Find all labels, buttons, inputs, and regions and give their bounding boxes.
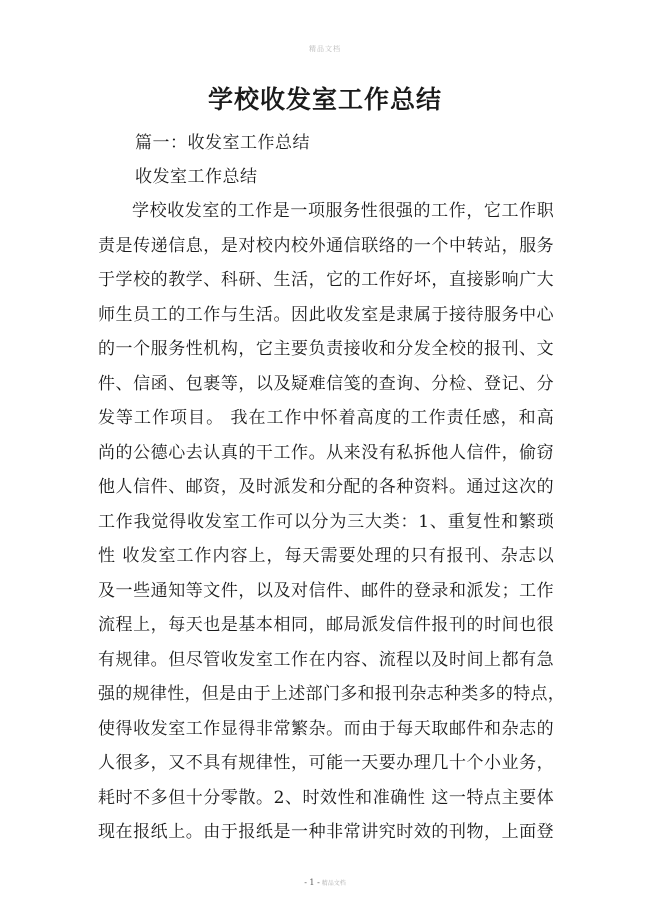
text-line: 工作我觉得收发室工作可以分为三大类：1、重复性和繁琐 <box>98 511 554 532</box>
text-line: 人很多，又不具有规律性，可能一天要办理几十个小业务， <box>98 753 554 773</box>
section-subheading: 收发室工作总结 <box>135 167 258 187</box>
text-line: 耗时不多但十分零散。2、时效性和准确性 这一特点主要体 <box>98 787 554 808</box>
header-watermark: 精品文档 <box>309 45 341 53</box>
text-line: 强的规律性，但是由于上述部门多和报刊杂志种类多的特点， <box>98 684 566 704</box>
section-heading: 篇一：收发室工作总结 <box>135 133 310 153</box>
document-title: 学校收发室工作总结 <box>207 85 442 114</box>
text-line: 师生员工的工作与生活。因此收发室是隶属于接待服务中心 <box>98 304 554 325</box>
footer-watermark: 精品文档 <box>321 880 346 887</box>
text-line: 的一个服务性机构，它主要负责接收和分发全校的报刊、文 <box>98 339 554 359</box>
text-line: 流程上，每天也是基本相同，邮局派发信件报刊的时间也很 <box>98 615 554 635</box>
text-line: 尚的公德心去认真的干工作。从来没有私拆他人信件，偷窃 <box>98 442 554 463</box>
text-line: 及一些通知等文件，以及对信件、邮件的登录和派发；工作 <box>98 580 554 601</box>
text-line: 发等工作项目。 我在工作中怀着高度的工作责任感，和高 <box>98 408 554 428</box>
page-number: - 1 - <box>304 878 320 887</box>
text-line: 件、信函、包裹等，以及疑难信笺的查询、分检、登记、分 <box>98 373 554 394</box>
text-line: 现在报纸上。由于报纸是一种非常讲究时效的刊物，上面登 <box>98 822 554 842</box>
text-line: 他人信件、邮资，及时派发和分配的各种资料。通过这次的 <box>98 477 554 497</box>
text-line: 性 收发室工作内容上，每天需要处理的只有报刊、杂志以 <box>98 546 554 566</box>
text-line: 责是传递信息，是对校内校外通信联络的一个中转站，服务 <box>98 235 554 256</box>
text-line: 学校收发室的工作是一项服务性很强的工作，它工作职 <box>132 201 554 221</box>
text-line: 有规律。但尽管收发室工作在内容、流程以及时间上都有急 <box>98 649 554 670</box>
page-footer <box>0 878 650 887</box>
text-line: 使得收发室工作显得非常繁杂。而由于每天取邮件和杂志的 <box>98 718 554 739</box>
body-paragraph <box>98 194 566 850</box>
text-line: 于学校的教学、科研、生活，它的工作好坏，直接影响广大 <box>98 270 554 290</box>
